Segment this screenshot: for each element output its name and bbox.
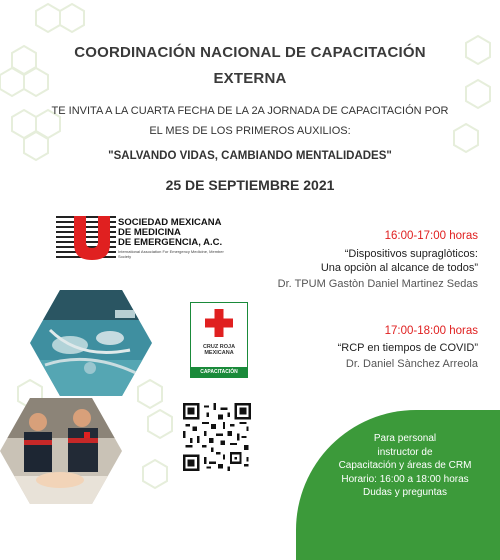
invitation-line-1: TE INVITA A LA CUARTA FECHA DE LA 2A JORNADA DE CAPACITACIÓN POR	[51, 105, 449, 117]
qr-code[interactable]	[183, 403, 251, 471]
session-1-time: 16:00-17:00 horas	[384, 230, 478, 242]
cruz-roja-name	[191, 344, 247, 356]
organizer-heading	[0, 40, 500, 92]
info-text	[305, 432, 500, 500]
smme-name	[118, 218, 228, 248]
info-line-2: instructor de	[377, 446, 433, 458]
cpr-training-photo	[0, 398, 122, 504]
cruz-roja-line-2: MEXICANA	[204, 350, 234, 356]
session-2-title: “RCP en tiempos de COVID”	[337, 342, 478, 354]
info-line-4: Horario: 16:00 a 18:00 horas	[341, 473, 469, 485]
info-line-5: Dudas y preguntas	[363, 487, 447, 498]
session-1-title	[321, 247, 478, 275]
info-line-1: Para personal	[373, 433, 437, 444]
airway-devices-photo	[30, 290, 152, 396]
smme-subtitle: International Association For Emergency Medicine, Member Society	[118, 249, 224, 259]
invitation-line-2: EL MES DE LOS PRIMEROS AUXILIOS:	[149, 125, 351, 137]
cruz-roja-logo	[190, 302, 248, 378]
cruz-roja-band: CAPACITACIÓN	[191, 367, 247, 377]
info-line-3: Capacitación y áreas de CRM	[338, 460, 472, 471]
event-motto: "SALVANDO VIDAS, CAMBIANDO MENTALIDADES"	[108, 150, 392, 162]
smme-name-line-1: SOCIEDAD MEXICANA	[118, 217, 222, 228]
cruz-roja-line-1: CRUZ ROJA	[202, 344, 236, 350]
session-2-time: 17:00-18:00 horas	[384, 325, 478, 337]
session-2-speaker: Dr. Daniel Sànchez Arreola	[345, 358, 478, 370]
smme-name-line-3: DE EMERGENCIA, A.C.	[118, 237, 223, 248]
invitation-text	[0, 101, 500, 141]
smme-logo	[56, 216, 226, 260]
heading-line-2: EXTERNA	[213, 70, 287, 87]
session-1-title-line-1: “Dispositivos supraglòticos:	[344, 248, 478, 260]
session-1-title-line-2: Una opciòn al alcance de todos”	[320, 262, 478, 274]
smme-u-emblem-icon	[56, 216, 116, 260]
smme-name-line-2: DE MEDICINA	[118, 227, 181, 238]
session-1-speaker: Dr. TPUM Gastòn Daniel Martinez Sedas	[277, 278, 478, 290]
heading-line-1: COORDINACIÓN NACIONAL DE CAPACITACIÓN	[74, 44, 426, 61]
event-date: 25 DE SEPTIEMBRE 2021	[165, 177, 335, 193]
red-cross-icon	[205, 309, 233, 337]
